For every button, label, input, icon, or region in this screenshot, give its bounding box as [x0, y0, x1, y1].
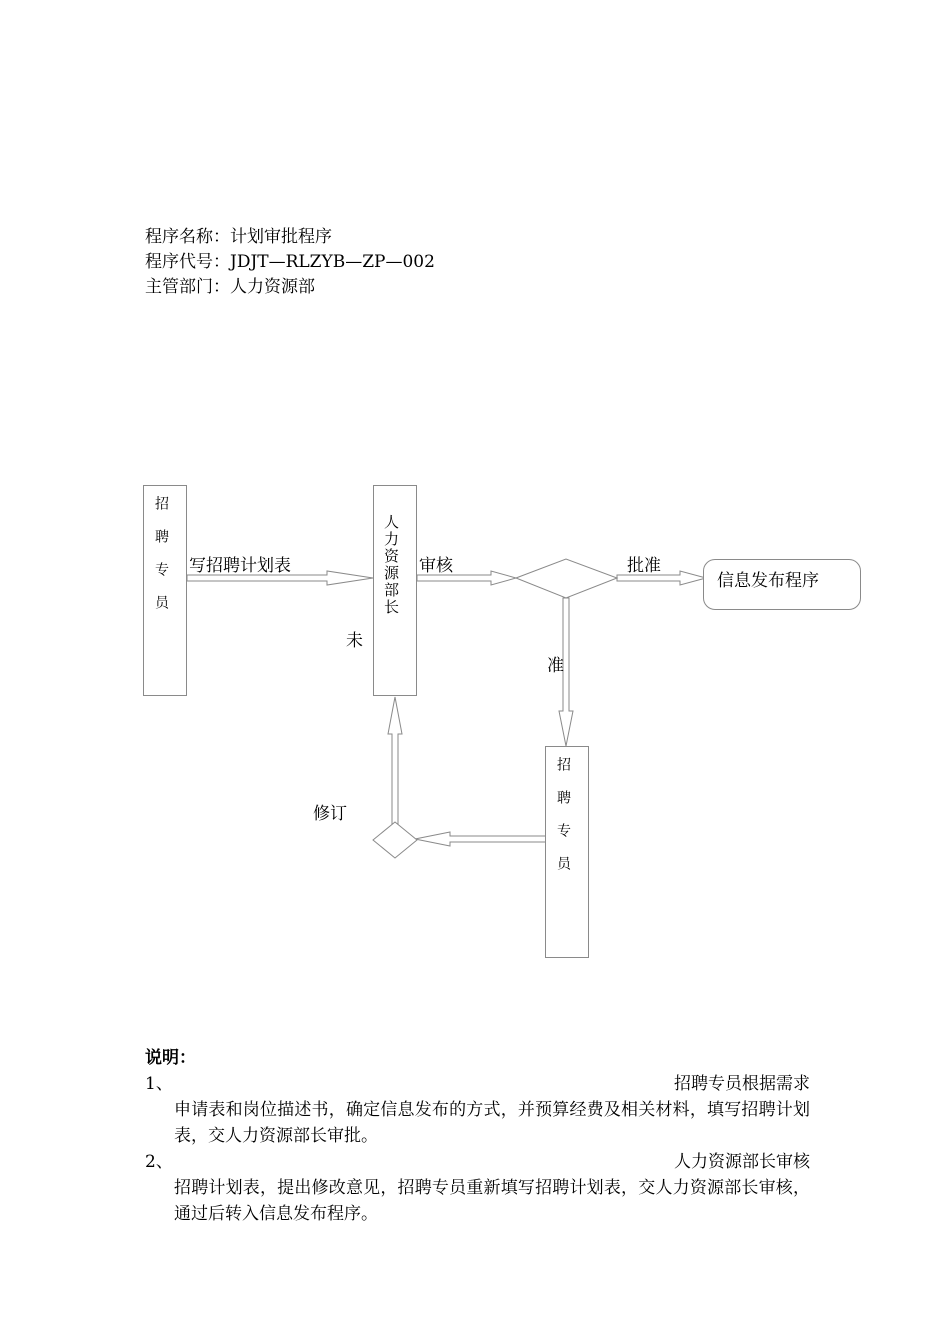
revise-diamond: [373, 822, 417, 858]
program-name: 程序名称：计划审批程序: [145, 227, 332, 247]
label-not: 未: [346, 631, 363, 651]
note-first-line: 招聘专员根据需求: [674, 1074, 810, 1094]
hr-head-box: [373, 485, 417, 696]
managing-department: 主管部门：人力资源部: [145, 277, 315, 297]
note-number: 2、: [145, 1152, 173, 1172]
note-number: 1、: [145, 1074, 173, 1094]
notes-title: 说明：: [145, 1048, 196, 1068]
label-approve: 批准: [627, 556, 661, 576]
note-first-line: 人力资源部长审核: [674, 1152, 810, 1172]
arrow-return: [415, 832, 546, 846]
program-code: 程序代号：JDJT—RLZYB—ZP—002: [145, 252, 435, 272]
notes-section: [145, 1045, 810, 1227]
note-body: 申请表和岗位描述书，确定信息发布的方式，并预算经费及相关材料，填写招聘计划表，交人力资源部长审批。: [174, 1100, 810, 1146]
recruiter-box-2-label: 招聘专员: [555, 757, 571, 889]
recruiter-box-label: 招聘专员: [153, 496, 169, 628]
label-review: 审核: [419, 556, 453, 576]
label-revise: 修订: [313, 804, 347, 824]
decision-diamond: [516, 559, 617, 598]
hr-head-box-label: 人力资源部长: [382, 514, 400, 616]
label-approved: 准: [547, 656, 564, 676]
label-write-plan: 写招聘计划表: [189, 556, 291, 576]
note-body: 招聘计划表，提出修改意见，招聘专员重新填写招聘计划表，交人力资源部长审核，通过后转入信息发布程序。: [174, 1178, 810, 1224]
recruiter-box: [143, 485, 187, 696]
note-item: [145, 1071, 810, 1149]
arrow-revise: [388, 697, 402, 824]
note-item: [145, 1149, 810, 1227]
recruiter-box-2: [545, 746, 589, 958]
info-release-terminal: 信息发布程序: [703, 559, 861, 610]
